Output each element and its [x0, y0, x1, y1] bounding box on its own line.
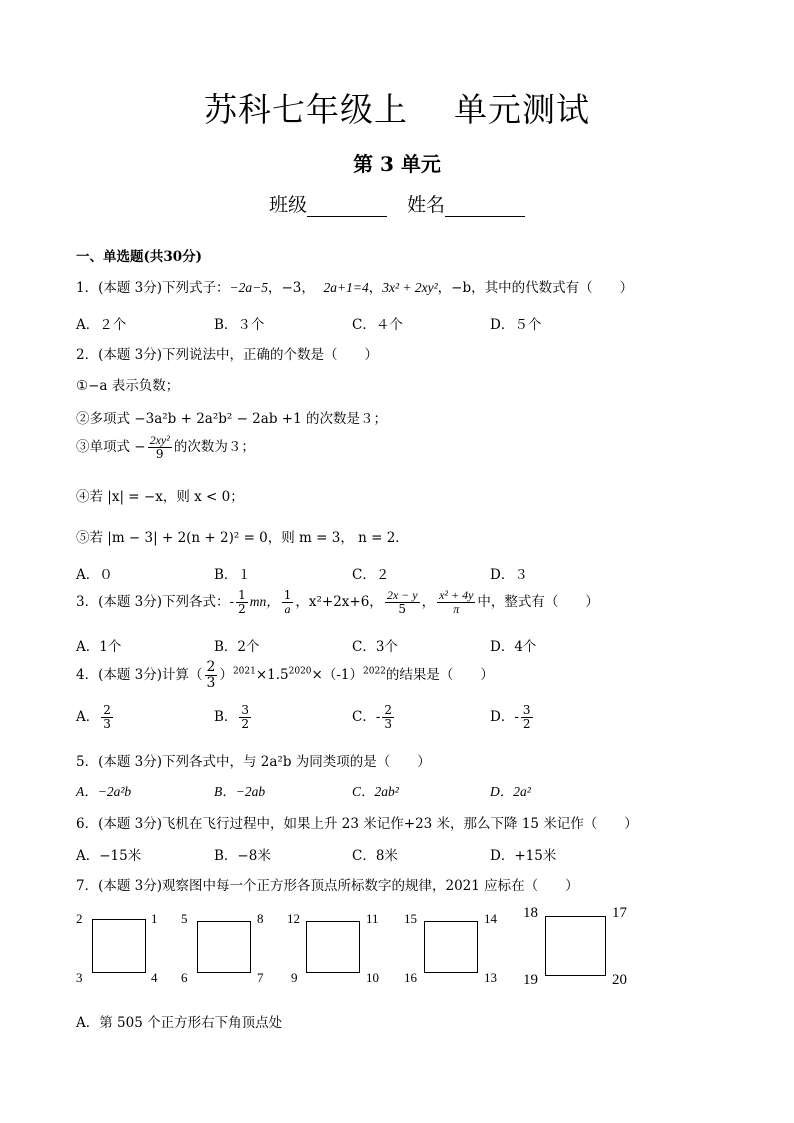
- q4-prefix: 4．(本题 3分)计算（: [76, 667, 203, 683]
- square-4: [424, 921, 478, 973]
- q4-option-b-frac: [239, 704, 251, 731]
- square-4-top-right: 14: [484, 911, 497, 926]
- q1-expr-2: 2a+1=4: [323, 280, 369, 295]
- q1-expr-3: 3x² + 2xy²: [382, 280, 438, 295]
- q2-item-1: ①−a 表示负数；: [76, 378, 180, 394]
- class-label: 班级: [268, 194, 307, 216]
- square-3-bottom-right: 10: [366, 970, 379, 985]
- q2-item-5: ⑤若 |m − 3| + 2(n + 2)² = 0，则 m = 3， n = 2．: [76, 530, 409, 546]
- q4-close: ）: [219, 667, 233, 683]
- q2-fraction: [148, 434, 172, 461]
- square-2-bottom-left: 6: [181, 970, 188, 985]
- square-4-bottom-left: 16: [404, 970, 417, 985]
- q6-option-c: C．8米: [352, 848, 398, 864]
- q3-suffix: 中，整式有（ ）: [477, 594, 599, 610]
- square-1-top-right: 1: [151, 911, 158, 926]
- q4-mid2: ×（-1）: [311, 667, 363, 683]
- q4-sup-1: 2021: [232, 666, 256, 677]
- q3-frac-3: [385, 589, 420, 616]
- section-title: 一、单选题(共30分): [76, 249, 203, 265]
- q4-sup-2: 2020: [288, 666, 312, 677]
- q1-expr-1: −2a−5: [229, 280, 268, 295]
- name-blank: [445, 196, 525, 217]
- square-5-bottom-right: 20: [612, 972, 627, 988]
- q4-od-den: 2: [522, 717, 531, 731]
- q4-option-c: [352, 704, 396, 731]
- class-blank: [307, 196, 387, 217]
- q3-frac-1-den: 2: [238, 602, 246, 616]
- question-4: [76, 660, 494, 691]
- q2-item-2: ②多项式 −3a²b + 2a²b² − 2ab +1 的次数是３；: [76, 411, 387, 427]
- q3-frac-4-num: x² + 4y: [439, 588, 474, 602]
- q6-option-b: B．−8米: [214, 848, 271, 864]
- q5-option-d: D．2a²: [490, 784, 531, 799]
- q4-oa-den: 3: [103, 717, 111, 731]
- question-2: 2．(本题 3分)下列说法中，正确的个数是（ ）: [76, 347, 379, 363]
- q4-option-c-frac: [382, 704, 394, 731]
- q4-option-a: [76, 704, 115, 731]
- square-1-top-left: 2: [76, 911, 83, 926]
- square-2-bottom-right: 7: [257, 970, 264, 985]
- title-right: 单元测试: [454, 90, 590, 129]
- square-5-bottom-left: 19: [523, 972, 538, 988]
- square-3: [306, 921, 360, 973]
- q4-option-d-frac: [521, 704, 533, 731]
- q4-ob-den: 2: [241, 717, 250, 731]
- q3-frac-1: [236, 589, 248, 616]
- q6-option-d: D．+15米: [490, 848, 557, 864]
- q2-option-b: B．１: [214, 567, 251, 583]
- question-6: 6．(本题 3分)飞机在飞行过程中，如果上升 23 米记作+23 米，那么下降 15 米记作（ ）: [76, 816, 638, 832]
- q4-frac-den: 3: [206, 675, 216, 691]
- square-2: [197, 921, 251, 973]
- q4-sup-3: 2022: [363, 666, 386, 677]
- square-4-top-left: 15: [404, 911, 417, 926]
- q4-mid: ×1.5: [255, 667, 289, 683]
- q4-option-d-label: D．-: [490, 709, 519, 725]
- q5-option-a: A．−2a²b: [76, 784, 132, 799]
- q6-option-a: A．−15米: [76, 848, 142, 864]
- q4-od-num: 3: [522, 703, 531, 717]
- q7-option-a: A．第 505 个正方形右下角顶点处: [76, 1015, 283, 1031]
- question-5: 5．(本题 3分)下列各式中，与 2a²b 为同类项的是（ ）: [76, 754, 431, 770]
- q1-prefix: 1．(本题 3分)下列式子：: [76, 280, 230, 296]
- square-1: [92, 919, 146, 973]
- q2-frac-den: 9: [155, 447, 164, 461]
- square-3-bottom-left: 9: [291, 970, 298, 985]
- q1-option-d: D．５个: [490, 317, 542, 333]
- q4-oc-den: 3: [384, 717, 393, 731]
- q4-option-b-label: B．: [214, 709, 238, 725]
- q3-frac-4: [437, 589, 475, 616]
- q3-option-b: B．2个: [214, 639, 260, 655]
- q3-option-c: C．3个: [352, 639, 398, 655]
- question-3: [76, 589, 599, 616]
- square-4-bottom-right: 13: [484, 970, 497, 985]
- q4-frac-num: 2: [206, 659, 216, 675]
- question-7: 7．(本题 3分)观察图中每一个正方形各顶点所标数字的规律，2021 应标在（ ）: [76, 878, 579, 894]
- q4-oc-num: 2: [384, 703, 393, 717]
- q4-option-d: [490, 704, 535, 731]
- q4-option-a-frac: [101, 704, 113, 731]
- q1-option-c: C．４个: [352, 317, 403, 333]
- page-subtitle: 第 3 单元: [353, 152, 441, 176]
- square-2-top-right: 8: [257, 911, 264, 926]
- q4-ob-num: 3: [241, 703, 250, 717]
- page-title: [0, 84, 794, 131]
- q2-option-a: A．０: [76, 567, 113, 583]
- q5-option-b: B．−2ab: [214, 784, 266, 799]
- q3-poly: ，x²+2x+6，: [295, 594, 383, 610]
- square-2-top-left: 5: [181, 911, 188, 926]
- q4-option-c-label: C．-: [352, 709, 381, 725]
- class-name-line: [0, 190, 794, 217]
- q3-frac-2-den: a: [284, 602, 291, 616]
- square-3-top-left: 12: [287, 911, 300, 926]
- q2-item-4: ④若 |x| = −x，则 x < 0；: [76, 489, 244, 505]
- q4-frac: [205, 660, 218, 691]
- square-5: [545, 916, 606, 976]
- q2-item-3-suffix: 的次数为３；: [173, 439, 255, 455]
- q2-item-3: [76, 434, 255, 461]
- question-1: [76, 276, 633, 296]
- q3-prefix: 3．(本题 3分)下列各式：: [76, 594, 230, 610]
- q3-option-a: A．1个: [76, 639, 122, 655]
- square-3-top-right: 11: [366, 911, 379, 926]
- q3-frac-3-den: 5: [398, 602, 406, 616]
- q5-option-c: C．2ab²: [352, 784, 399, 799]
- q4-option-a-label: A．: [76, 709, 100, 725]
- q3-frac-2-num: 1: [283, 588, 292, 602]
- q3-sep: ，: [421, 594, 436, 610]
- q1-sep-2: ，: [368, 280, 383, 296]
- q3-frac-1-num: 1: [238, 588, 246, 602]
- q1-option-b: B．３个: [214, 317, 265, 333]
- q2-item-3-text: ③单项式 −: [76, 439, 146, 455]
- q4-oa-num: 2: [103, 703, 111, 717]
- square-5-top-left: 18: [523, 905, 538, 921]
- q3-frac-3-num: 2x − y: [386, 588, 418, 602]
- q1-sep-1: ，−3，: [268, 280, 315, 296]
- q3-option-d: D．4个: [490, 639, 537, 655]
- q2-option-d: D．３: [490, 567, 528, 583]
- title-left: 苏科七年级上: [204, 90, 408, 129]
- square-1-bottom-left: 3: [76, 970, 83, 985]
- q2-option-c: C．２: [352, 567, 390, 583]
- q4-option-b: [214, 704, 253, 731]
- square-1-bottom-right: 4: [151, 970, 158, 985]
- q2-frac-num: 2xy²: [149, 433, 170, 447]
- q4-suffix: 的结果是（ ）: [385, 667, 494, 683]
- name-label: 姓名: [407, 194, 446, 216]
- square-5-top-right: 17: [612, 905, 627, 921]
- q1-option-a: A．２个: [76, 317, 127, 333]
- q3-frac-2: [282, 589, 294, 616]
- q3-neg: -: [229, 594, 235, 610]
- q1-suffix: ，−b，其中的代数式有（ ）: [437, 280, 634, 296]
- q3-mn: mn，: [249, 594, 280, 609]
- q3-frac-4-den: π: [453, 602, 460, 616]
